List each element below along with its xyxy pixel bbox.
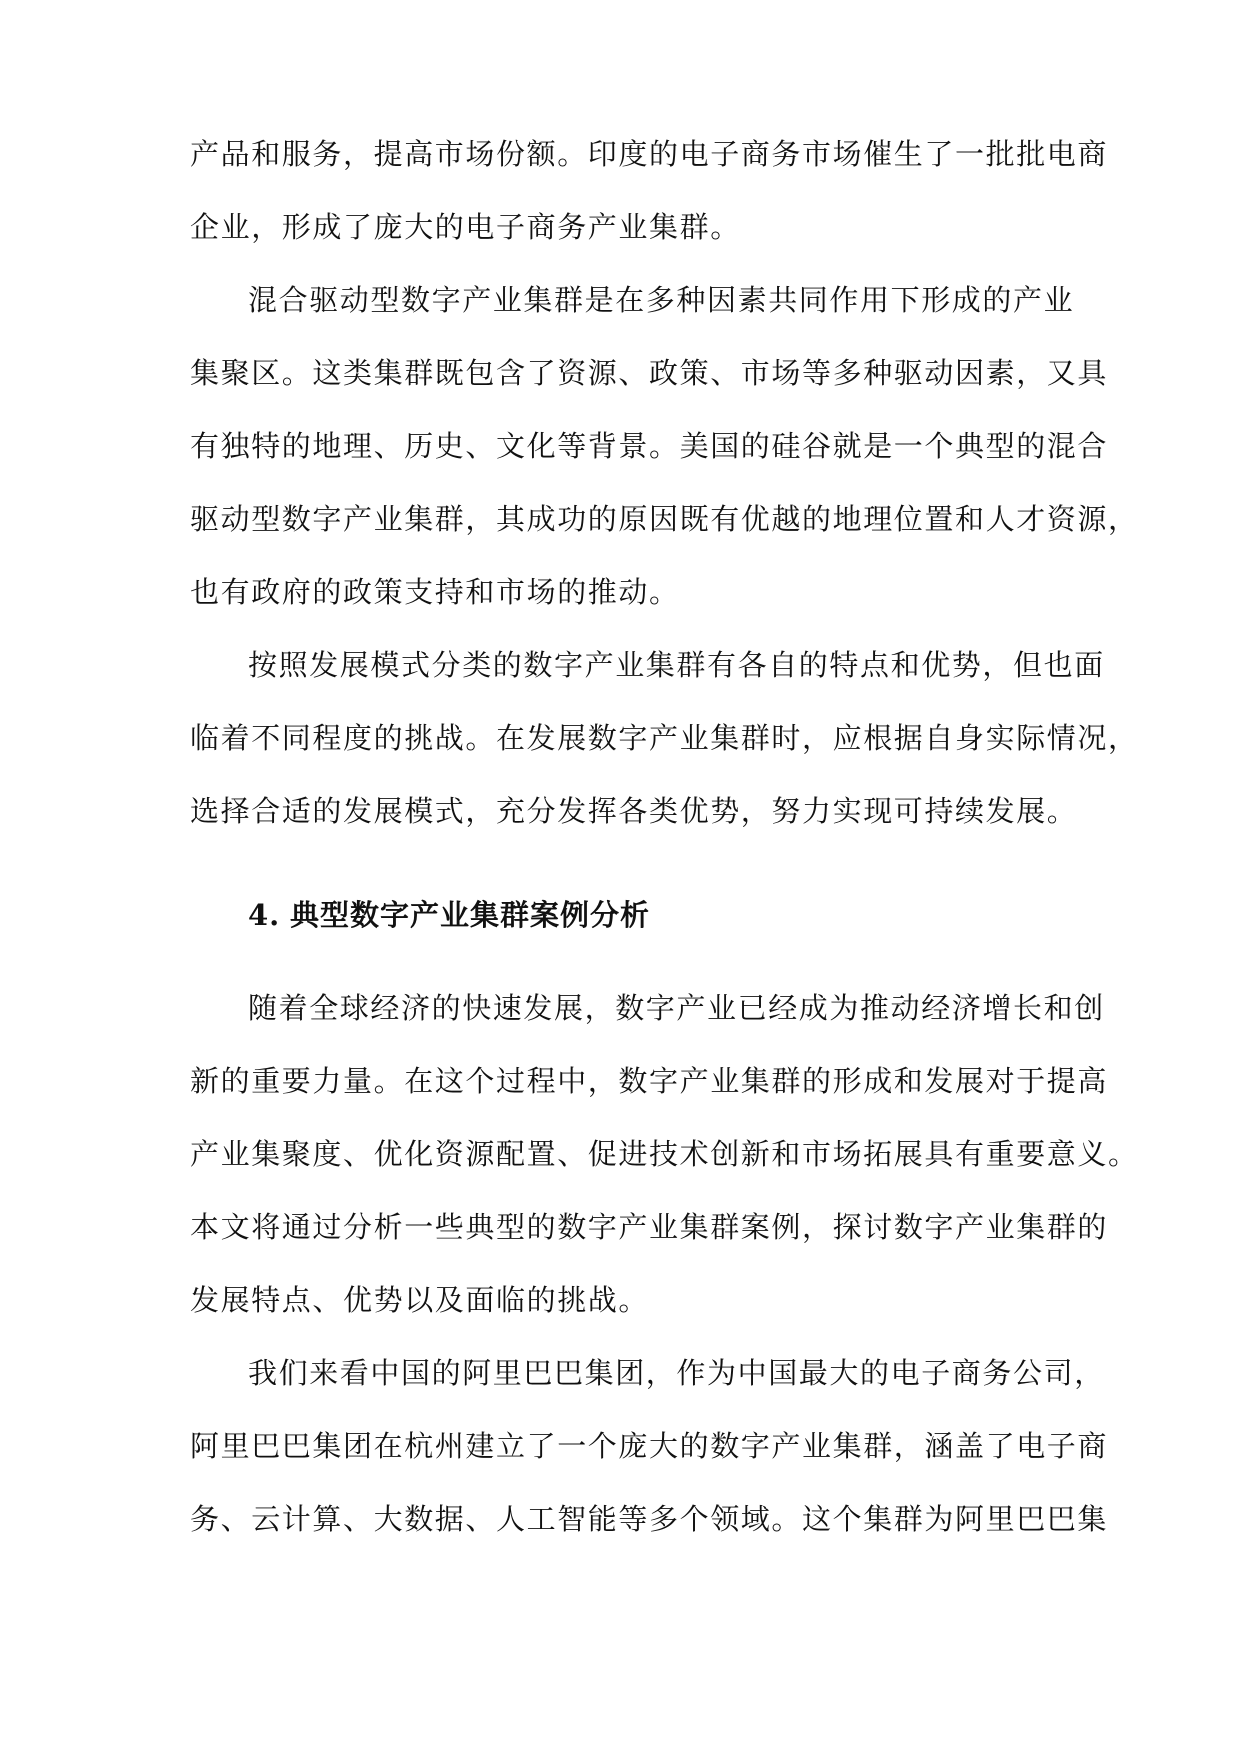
text-line: 按照发展模式分类的数字产业集群有各自的特点和优势，但也面	[248, 648, 1105, 682]
text-line: 混合驱动型数字产业集群是在多种因素共同作用下形成的产业	[248, 283, 1075, 317]
text-line: 也有政府的政策支持和市场的推动。	[190, 575, 680, 609]
section-title: 典型数字产业集群案例分析	[290, 898, 651, 932]
section-number: 4.	[248, 898, 281, 932]
text-line: 产品和服务，提高市场份额。印度的电子商务市场催生了一批批电商	[190, 137, 1109, 171]
text-line: 集聚区。这类集群既包含了资源、政策、市场等多种驱动因素，又具	[190, 356, 1109, 390]
text-line: 我们来看中国的阿里巴巴集团，作为中国最大的电子商务公司，	[248, 1356, 1105, 1390]
text-line: 新的重要力量。在这个过程中，数字产业集群的形成和发展对于提高	[190, 1064, 1109, 1098]
text-line: 驱动型数字产业集群，其成功的原因既有优越的地理位置和人才资源，	[190, 502, 1139, 536]
text-line: 企业，形成了庞大的电子商务产业集群。	[190, 210, 741, 244]
text-line: 临着不同程度的挑战。在发展数字产业集群时，应根据自身实际情况，	[190, 721, 1139, 755]
text-line: 本文将通过分析一些典型的数字产业集群案例，探讨数字产业集群的	[190, 1210, 1109, 1244]
section-heading	[248, 895, 650, 935]
text-line: 发展特点、优势以及面临的挑战。	[190, 1283, 650, 1317]
text-line: 产业集聚度、优化资源配置、促进技术创新和市场拓展具有重要意义。	[190, 1137, 1139, 1171]
text-line: 随着全球经济的快速发展，数字产业已经成为推动经济增长和创	[248, 991, 1105, 1025]
text-line: 有独特的地理、历史、文化等背景。美国的硅谷就是一个典型的混合	[190, 429, 1109, 463]
text-line: 选择合适的发展模式，充分发挥各类优势，努力实现可持续发展。	[190, 794, 1078, 828]
text-line: 阿里巴巴集团在杭州建立了一个庞大的数字产业集群，涵盖了电子商	[190, 1429, 1109, 1463]
text-line: 务、云计算、大数据、人工智能等多个领域。这个集群为阿里巴巴集	[190, 1502, 1109, 1536]
